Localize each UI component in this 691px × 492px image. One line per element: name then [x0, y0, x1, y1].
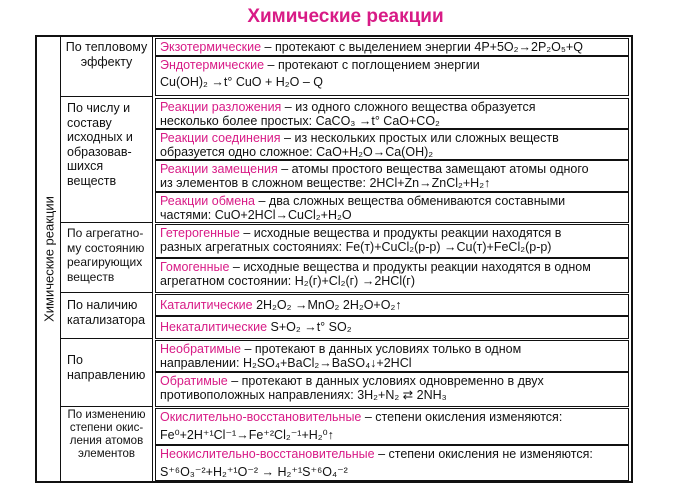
- row-substitution: Реакции замещения – атомы простого вещества замещают атомы одного из элементов в сложном веществе: 2HCl+Zn→ZnCl₂+H₂↑: [155, 160, 629, 192]
- row-combination: Реакции соединения – из нескольких простых или сложных веществ образуется одно сложное: CaO+H₂O→Ca(OH)₂: [155, 129, 629, 160]
- row-reversible: Обратимые – протекают в данных условиях одновременно в двух противоположных направлениях: 3H₂+N₂ ⇄ 2NH₃: [155, 372, 629, 407]
- criterion-oxidation: По изменению степени окис-ления атомов элементов: [61, 407, 153, 481]
- criterion-catalyst: По наличию катализатора: [61, 293, 153, 339]
- row-noncatalytic: Некаталитические S+O₂ →t° SO₂: [155, 316, 629, 339]
- row-endothermic: Эндотермические – протекают с поглощением энергии Cu(OH)₂ →t° CuO + H₂O – Q: [155, 56, 629, 96]
- row-redox: Окислительно-восстановительные – степени окисления изменяются: Fe⁰+2H⁺¹Cl⁻¹→Fe⁺²Cl₂⁻¹+H₂⁰↑: [155, 408, 629, 445]
- row-decomposition: Реакции разложения – из одного сложного вещества образуется несколько более простых: CaCO₃ →t° CaO+CO₂: [155, 98, 629, 129]
- row-non-redox: Неокислительно-восстановительные – степени окисления не изменяются: S⁺⁶O₃⁻²+H₂⁺¹O⁻² → H₂⁺¹S⁺⁶O₄⁻²: [155, 445, 629, 481]
- criterion-composition: По числу и составу исходных и образовав-шихся веществ: [61, 97, 153, 223]
- page-title: Химические реакции: [247, 6, 444, 27]
- row-homogeneous: Гомогенные – исходные вещества и продукты реакции находятся в одном агрегатном состоянии: H₂(г)+Cl₂(г) →2HCl(г): [155, 258, 629, 293]
- criterion-thermal: По тепловому эффекту: [61, 37, 153, 97]
- row-catalytic: Каталитические 2H₂O₂ →MnO₂ 2H₂O+O₂↑: [155, 294, 629, 316]
- row-exothermic: Экзотермические – протекают с выделением энергии 4P+5O₂→2P₂O₅+Q: [155, 38, 629, 56]
- row-exchange: Реакции обмена – два сложных вещества обмениваются составными частями: CuO+2HCl→CuCl₂+H₂O: [155, 192, 629, 223]
- criterion-state: По агрегатно-му состоянию реагирующих веществ: [61, 223, 153, 293]
- side-label: Химические реакции: [41, 196, 56, 322]
- row-irreversible: Необратимые – протекают в данных условиях только в одном направлении: H₂SO₄+BaCl₂→BaSO₄↓+2HCl: [155, 340, 629, 372]
- criterion-direction: По направлению: [61, 339, 153, 407]
- side-label-column: [37, 37, 61, 481]
- row-heterogeneous: Гетерогенные – исходные вещества и продукты реакции находятся в разных агрегатных состояниях: Fe(т)+CuCl₂(р-р) →Cu(т)+FeCl₂(р-р): [155, 224, 629, 258]
